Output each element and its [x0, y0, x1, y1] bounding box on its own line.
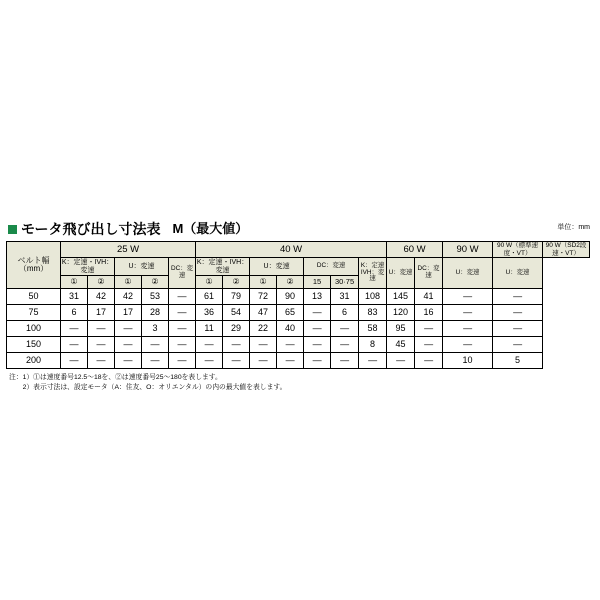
- cell: 58: [359, 321, 387, 337]
- cell: 47: [250, 305, 277, 321]
- cell: —: [493, 321, 543, 337]
- row-belt-width-50: 50: [7, 289, 61, 305]
- cell: —: [415, 353, 443, 369]
- table-row: [7, 305, 590, 321]
- cell: —: [304, 321, 331, 337]
- subheader-40w-k-ivh: K：定速・IVH：変速: [196, 259, 249, 274]
- table-header-sub-row: [7, 258, 590, 276]
- cell: —: [142, 353, 169, 369]
- row-belt-width-150: 150: [7, 337, 61, 353]
- cell: 72: [250, 289, 277, 305]
- table-row: [7, 289, 590, 305]
- motor-protrusion-dimension-table: [6, 241, 590, 369]
- row-belt-width-100: 100: [7, 321, 61, 337]
- cell: 5: [493, 353, 543, 369]
- cell: —: [277, 353, 304, 369]
- cell: 45: [387, 337, 415, 353]
- cell: 29: [223, 321, 250, 337]
- cell: —: [443, 337, 493, 353]
- table-row: [7, 321, 590, 337]
- cell: —: [88, 321, 115, 337]
- cell: 40: [277, 321, 304, 337]
- cell: 61: [196, 289, 223, 305]
- page-title-suffix: M（最大値）: [172, 221, 249, 236]
- footnote-2: 2）表示寸法は、設定モータ（A：住友、O：オリエンタル）の内の最大値を表します。: [9, 384, 287, 392]
- colnum-40w-u-2: ②: [277, 276, 304, 289]
- cell: —: [115, 337, 142, 353]
- cell: 16: [415, 305, 443, 321]
- cell: —: [169, 337, 196, 353]
- colnum-40w-dc-3075: 30·75: [331, 276, 359, 289]
- subheader-40w-u: U：変速: [250, 258, 304, 276]
- cell: —: [115, 353, 142, 369]
- cell: —: [250, 337, 277, 353]
- cell: 22: [250, 321, 277, 337]
- colnum-25w-k-1: ①: [61, 276, 88, 289]
- group-header-90w: 90 W: [443, 242, 493, 258]
- row-belt-width-75: 75: [7, 305, 61, 321]
- page-title: モータ飛び出し寸法表: [21, 221, 161, 237]
- cell: —: [443, 289, 493, 305]
- cell: —: [250, 353, 277, 369]
- cell: —: [61, 353, 88, 369]
- cell: 31: [61, 289, 88, 305]
- unit-note: 単位：mm: [557, 224, 590, 231]
- cell: 28: [142, 305, 169, 321]
- belt-width-unit: （mm）: [18, 264, 49, 273]
- cell: —: [415, 321, 443, 337]
- green-square-bullet-icon: [8, 225, 17, 234]
- cell: —: [88, 353, 115, 369]
- table-header-group-row: [7, 242, 590, 258]
- cell: —: [223, 337, 250, 353]
- cell: —: [331, 353, 359, 369]
- cell: —: [196, 353, 223, 369]
- cell: 3: [142, 321, 169, 337]
- table-title-row: [6, 218, 594, 237]
- subheader-25w-u: U：変速: [115, 258, 169, 276]
- cell: —: [196, 337, 223, 353]
- footnote-1: 注：1）①は速度番号12.5〜18を、②は速度番号25〜180を表します。: [9, 374, 222, 381]
- cell: —: [331, 337, 359, 353]
- group-header-90w-sd2-vt: 90 W（SD2段速・VT）: [543, 242, 590, 258]
- cell: 11: [196, 321, 223, 337]
- subheader-60w-u: U：変速: [387, 258, 415, 289]
- cell: 42: [115, 289, 142, 305]
- cell: 41: [415, 289, 443, 305]
- cell: 83: [359, 305, 387, 321]
- colnum-40w-k-2: ②: [223, 276, 250, 289]
- cell: —: [493, 305, 543, 321]
- cell: —: [443, 305, 493, 321]
- cell: —: [61, 321, 88, 337]
- cell: 42: [88, 289, 115, 305]
- cell: —: [443, 321, 493, 337]
- cell: —: [277, 337, 304, 353]
- subheader-60w-k-ivh: K：定速 IVH：変速: [359, 258, 387, 289]
- cell: —: [331, 321, 359, 337]
- group-header-90w-standard-vt: 90 W（標準速度・VT）: [493, 242, 543, 258]
- cell: —: [304, 305, 331, 321]
- row-belt-width-200: 200: [7, 353, 61, 369]
- cell: —: [304, 353, 331, 369]
- cell: —: [61, 337, 88, 353]
- cell: —: [415, 337, 443, 353]
- cell: —: [223, 353, 250, 369]
- cell: —: [169, 289, 196, 305]
- subheader-90w-standard-u: U：変速: [443, 258, 493, 289]
- subheader-25w-dc: DC：変速: [169, 258, 196, 289]
- cell: 13: [304, 289, 331, 305]
- table-footnotes: [6, 373, 594, 393]
- colnum-40w-k-1: ①: [196, 276, 223, 289]
- cell: 8: [359, 337, 387, 353]
- cell: —: [169, 305, 196, 321]
- cell: 79: [223, 289, 250, 305]
- dimension-table-sheet: [6, 218, 594, 393]
- colnum-40w-dc-15: 15: [304, 276, 331, 289]
- cell: —: [493, 337, 543, 353]
- cell: —: [88, 337, 115, 353]
- cell: 90: [277, 289, 304, 305]
- belt-width-header: [7, 242, 61, 289]
- cell: 6: [61, 305, 88, 321]
- subheader-40w-dc: DC：変速: [304, 258, 359, 276]
- cell: 145: [387, 289, 415, 305]
- cell: —: [304, 337, 331, 353]
- cell: 65: [277, 305, 304, 321]
- subheader-90w-sd2-u: U：変速: [493, 258, 543, 289]
- cell: —: [115, 321, 142, 337]
- cell: 120: [387, 305, 415, 321]
- group-header-60w: 60 W: [387, 242, 443, 258]
- colnum-25w-u-1: ①: [115, 276, 142, 289]
- cell: —: [169, 353, 196, 369]
- cell: —: [359, 353, 387, 369]
- cell: —: [169, 321, 196, 337]
- cell: 31: [331, 289, 359, 305]
- subheader-90w-dc: DC：変速: [415, 258, 443, 289]
- cell: 36: [196, 305, 223, 321]
- cell: —: [387, 353, 415, 369]
- cell: 17: [88, 305, 115, 321]
- cell: 108: [359, 289, 387, 305]
- group-header-40w: 40 W: [196, 242, 387, 258]
- group-header-25w: 25 W: [61, 242, 196, 258]
- cell: 95: [387, 321, 415, 337]
- table-row: [7, 337, 590, 353]
- cell: 54: [223, 305, 250, 321]
- cell: 6: [331, 305, 359, 321]
- subheader-25w-k-ivh: K：定速・IVH：変速: [61, 259, 114, 274]
- colnum-25w-k-2: ②: [88, 276, 115, 289]
- colnum-40w-u-1: ①: [250, 276, 277, 289]
- table-row: [7, 353, 590, 369]
- colnum-25w-u-2: ②: [142, 276, 169, 289]
- cell: —: [142, 337, 169, 353]
- cell: 10: [443, 353, 493, 369]
- belt-width-label: ベルト幅: [17, 255, 50, 265]
- cell: 53: [142, 289, 169, 305]
- cell: —: [493, 289, 543, 305]
- cell: 17: [115, 305, 142, 321]
